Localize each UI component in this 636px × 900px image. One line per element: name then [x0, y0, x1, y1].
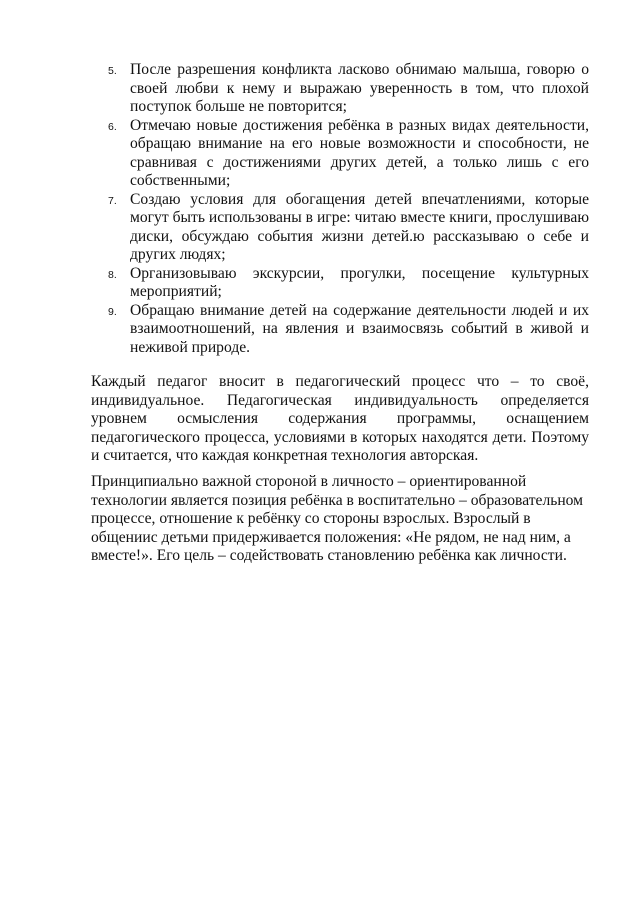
list-item-number: 9. [108, 305, 117, 318]
list-item-number: 8. [108, 268, 117, 281]
list-item-number: 7. [108, 194, 117, 207]
list-item-text: Организовываю экскурсии, прогулки, посещение культурных мероприятий; [130, 264, 589, 300]
paragraph-child-position: Принципиально важной стороной в личносто – ориентированной технологии является позиция ребёнка в воспитательно – образовательном процессе, отношение к ребёнку со стороны взрослых. Взрослый в общениис детьми придерживается положения: «Не рядом, не над ним, а вместе!». Его цель – содействовать становлению ребёнка как личности. [91, 473, 584, 564]
list-item [108, 117, 589, 191]
list-item-number: 6. [108, 120, 117, 133]
list-item-number: 5. [108, 65, 117, 77]
list-item [108, 302, 589, 358]
list-item [108, 61, 589, 117]
paragraph-pedagogical-individuality: Каждый педагог вносит в педагогический процесс что – то своё, индивидуальное. Педагогическая индивидуальность определяется уровнем осмысления содержания программы, оснащением педагогического процесса, условиями в которых находятся дети. Поэтому и считается, что каждая конкретная технология авторская. [91, 373, 589, 464]
list-item-text: После разрешения конфликта ласково обнимаю малыша, говорю о своей любви к нему и выражаю уверенность в том, что плохой поступок больше не повторится; [130, 61, 589, 115]
numbered-list [108, 61, 589, 357]
list-item-text: Отмечаю новые достижения ребёнка в разных видах деятельности, обращаю внимание на его новые возможности и способности, не сравнивая с достижениями других детей, а только лишь с его собственными; [130, 116, 589, 189]
list-item-text: Обращаю внимание детей на содержание деятельности людей и их взаимоотношений, на явления и взаимосвязь событий в живой и неживой природе. [130, 301, 589, 356]
list-item [108, 265, 589, 302]
list-item [108, 191, 589, 265]
list-item-text: Создаю условия для обогащения детей впечатлениями, которые могут быть использованы в игре: читаю вместе книги, прослушиваю диски, обсуждаю события жизни детей.ю рассказываю о себе и других людях; [130, 190, 589, 263]
